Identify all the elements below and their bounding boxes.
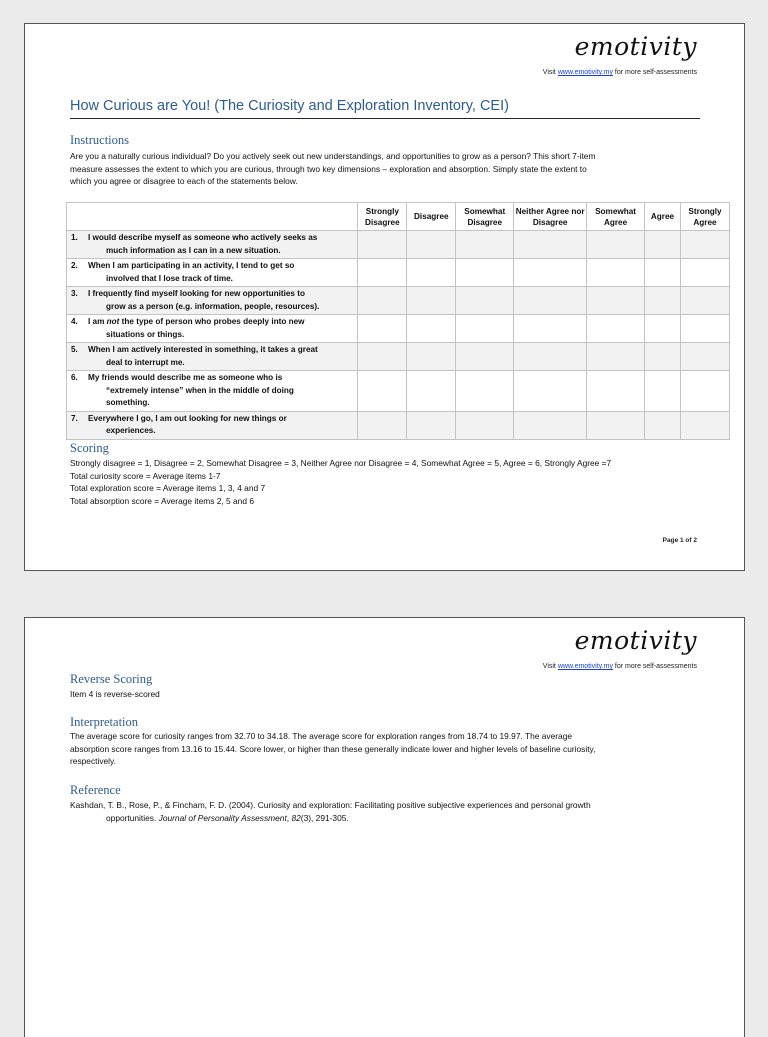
item-text: experiences.: [106, 426, 156, 435]
column-header: Strongly Disagree: [358, 203, 407, 231]
instructions-line: Are you a naturally curious individual? Do you actively seek out new understandings, and opportunities to grow as a person? This short 7-item: [70, 151, 596, 161]
item-statement: [67, 371, 358, 412]
item-text: When I am participating in an activity, I tend to get so: [88, 261, 295, 270]
reference-volume: 82: [291, 812, 301, 823]
item-number: 7.: [71, 413, 78, 423]
response-cell[interactable]: [407, 343, 456, 371]
interpretation-heading: Interpretation: [70, 715, 139, 729]
response-cell[interactable]: [358, 411, 407, 439]
column-header: Neither Agree nor Disagree: [514, 203, 587, 231]
response-cell[interactable]: [407, 315, 456, 343]
document-page-2: [24, 617, 745, 1037]
reverse-scoring-text: [70, 688, 700, 701]
item-text: I would describe myself as someone who actively seeks as: [88, 233, 318, 242]
item-statement: [67, 343, 358, 371]
response-cell[interactable]: [456, 315, 514, 343]
header-blank: [67, 203, 358, 231]
response-cell[interactable]: [358, 259, 407, 287]
reference-part: opportunities.: [106, 812, 159, 823]
response-cell[interactable]: [407, 231, 456, 259]
scoring-heading: Scoring: [70, 441, 109, 455]
response-cell[interactable]: [680, 315, 729, 343]
response-table: [66, 202, 730, 440]
response-cell[interactable]: [514, 411, 587, 439]
item-number: 2.: [71, 261, 78, 270]
column-header: Agree: [645, 203, 681, 231]
item-statement: [67, 231, 358, 259]
item-text: When I am actively interested in something, it takes a great: [88, 345, 318, 354]
item-text: the type of person who probes deeply into new: [119, 317, 305, 326]
response-cell[interactable]: [456, 259, 514, 287]
response-cell[interactable]: [358, 287, 407, 315]
response-cell[interactable]: [514, 343, 587, 371]
item-text: My friends would describe me as someone who is: [88, 373, 283, 382]
response-cell[interactable]: [645, 259, 681, 287]
table-row: [67, 411, 730, 439]
interpretation-text: [70, 730, 720, 768]
item-text: deal to interrupt me.: [106, 357, 185, 367]
response-cell[interactable]: [358, 231, 407, 259]
table-row: [67, 315, 730, 343]
emotivity-link[interactable]: www.emotivity.my: [557, 663, 613, 670]
instructions-text: [70, 150, 700, 188]
instructions-line: which you agree or disagree to each of the statements below.: [70, 176, 298, 186]
response-cell[interactable]: [407, 371, 456, 412]
response-cell[interactable]: [456, 343, 514, 371]
page-title: How Curious are You! (The Curiosity and Exploration Inventory, CEI): [70, 98, 700, 119]
response-cell[interactable]: [456, 231, 514, 259]
table-row: [67, 371, 730, 412]
scoring-text: [70, 457, 720, 507]
response-cell[interactable]: [645, 315, 681, 343]
interpretation-line: The average score for curiosity ranges from 32.70 to 34.18. The average score for exploration ranges from 18.74 to 19.97. The average: [70, 731, 573, 741]
item-text: I am: [88, 317, 107, 326]
scoring-line: Strongly disagree = 1, Disagree = 2, Somewhat Disagree = 3, Neither Agree nor Disagree = 4, Somewhat Agree = 5, Agree = 6, Strongly Agree =7: [70, 458, 612, 468]
item-number: 1.: [71, 233, 78, 242]
reference-heading: Reference: [70, 783, 121, 797]
item-emphasis: not: [106, 317, 120, 326]
table-row: [67, 287, 730, 315]
reverse-scoring-line: Item 4 is reverse-scored: [70, 689, 160, 699]
page-number: Page 1 of 2: [662, 537, 697, 544]
response-cell[interactable]: [645, 287, 681, 315]
item-text: Everywhere I go, I am out looking for new things or: [88, 413, 287, 423]
response-cell[interactable]: [407, 287, 456, 315]
item-text: situations or things.: [106, 329, 185, 339]
scoring-line: Total exploration score = Average items 1, 3, 4 and 7: [70, 483, 266, 493]
visit-prefix: Visit: [542, 663, 556, 670]
response-cell[interactable]: [456, 371, 514, 412]
document-page-1: [24, 23, 745, 571]
response-cell[interactable]: [514, 259, 587, 287]
visit-line: [543, 69, 697, 76]
scoring-line: Total curiosity score = Average items 1-7: [70, 470, 221, 481]
response-cell[interactable]: [680, 411, 729, 439]
column-header: Strongly Agree: [680, 203, 729, 231]
item-text: something.: [106, 398, 150, 407]
response-cell[interactable]: [587, 315, 645, 343]
response-cell[interactable]: [514, 231, 587, 259]
visit-prefix: Visit: [542, 69, 556, 76]
emotivity-logo: emotivity: [574, 626, 697, 655]
reference-part: (3), 291-305.: [300, 812, 349, 823]
table-row: [67, 343, 730, 371]
reference-part: ,: [286, 812, 292, 823]
response-cell[interactable]: [456, 287, 514, 315]
item-number: 5.: [71, 345, 78, 354]
item-text: involved that I lose track of time.: [106, 273, 233, 283]
response-cell[interactable]: [587, 411, 645, 439]
instructions-line: measure assesses the extent to which you are curious, through two key dimensions – exploration and absorption. Simply state the extent to: [70, 163, 587, 174]
item-statement: [67, 411, 358, 439]
item-text: I frequently find myself looking for new opportunities to: [88, 289, 305, 298]
item-text: grow as a person (e.g. information, people, resources).: [106, 301, 320, 311]
response-cell[interactable]: [645, 371, 681, 412]
reference-line: Kashdan, T. B., Rose, P., & Fincham, F. D. (2004). Curiosity and exploration: Facilitating positive subjective experiences and personal growth: [70, 800, 591, 810]
visit-suffix: for more self-assessments: [614, 69, 697, 76]
table-header-row: [67, 203, 730, 231]
emotivity-link[interactable]: www.emotivity.my: [557, 69, 613, 76]
interpretation-line: absorption score ranges from 13.16 to 15.44. Score lower, or higher than these generally indicate lower and higher levels of baseline curiosity,: [70, 743, 596, 754]
item-statement: [67, 287, 358, 315]
response-cell[interactable]: [645, 343, 681, 371]
response-cell[interactable]: [514, 371, 587, 412]
response-cell[interactable]: [680, 231, 729, 259]
visit-line: [543, 663, 697, 670]
response-cell[interactable]: [680, 287, 729, 315]
item-text: much information as I can in a new situation.: [106, 245, 281, 255]
interpretation-line: respectively.: [70, 756, 116, 766]
response-cell[interactable]: [407, 259, 456, 287]
column-header: Disagree: [407, 203, 456, 231]
column-header: Somewhat Disagree: [456, 203, 514, 231]
item-statement: [67, 259, 358, 287]
item-number: 6.: [71, 373, 78, 382]
item-text: “extremely intense” when in the middle of doing: [106, 385, 294, 395]
item-statement: [67, 315, 358, 343]
response-cell[interactable]: [358, 315, 407, 343]
response-cell[interactable]: [587, 259, 645, 287]
response-cell[interactable]: [407, 411, 456, 439]
response-cell[interactable]: [645, 231, 681, 259]
response-cell[interactable]: [358, 371, 407, 412]
response-cell[interactable]: [514, 287, 587, 315]
column-header: Somewhat Agree: [587, 203, 645, 231]
visit-suffix: for more self-assessments: [614, 663, 697, 670]
response-cell[interactable]: [645, 411, 681, 439]
response-cell[interactable]: [680, 259, 729, 287]
table-row: [67, 231, 730, 259]
emotivity-logo: emotivity: [574, 32, 697, 61]
response-cell[interactable]: [587, 287, 645, 315]
response-cell[interactable]: [587, 371, 645, 412]
reverse-scoring-heading: Reverse Scoring: [70, 672, 153, 686]
table-row: [67, 259, 730, 287]
reference-text: [70, 799, 720, 824]
reference-line: [70, 812, 720, 825]
response-cell[interactable]: [587, 343, 645, 371]
instructions-heading: Instructions: [70, 133, 130, 147]
response-cell[interactable]: [358, 343, 407, 371]
response-cell[interactable]: [680, 343, 729, 371]
item-number: 3.: [71, 289, 78, 298]
response-cell[interactable]: [456, 411, 514, 439]
reference-journal: Journal of Personality Assessment: [158, 812, 287, 823]
response-cell[interactable]: [680, 371, 729, 412]
response-cell[interactable]: [587, 231, 645, 259]
item-number: 4.: [71, 317, 78, 326]
response-cell[interactable]: [514, 315, 587, 343]
scoring-line: Total absorption score = Average items 2, 5 and 6: [70, 495, 254, 506]
